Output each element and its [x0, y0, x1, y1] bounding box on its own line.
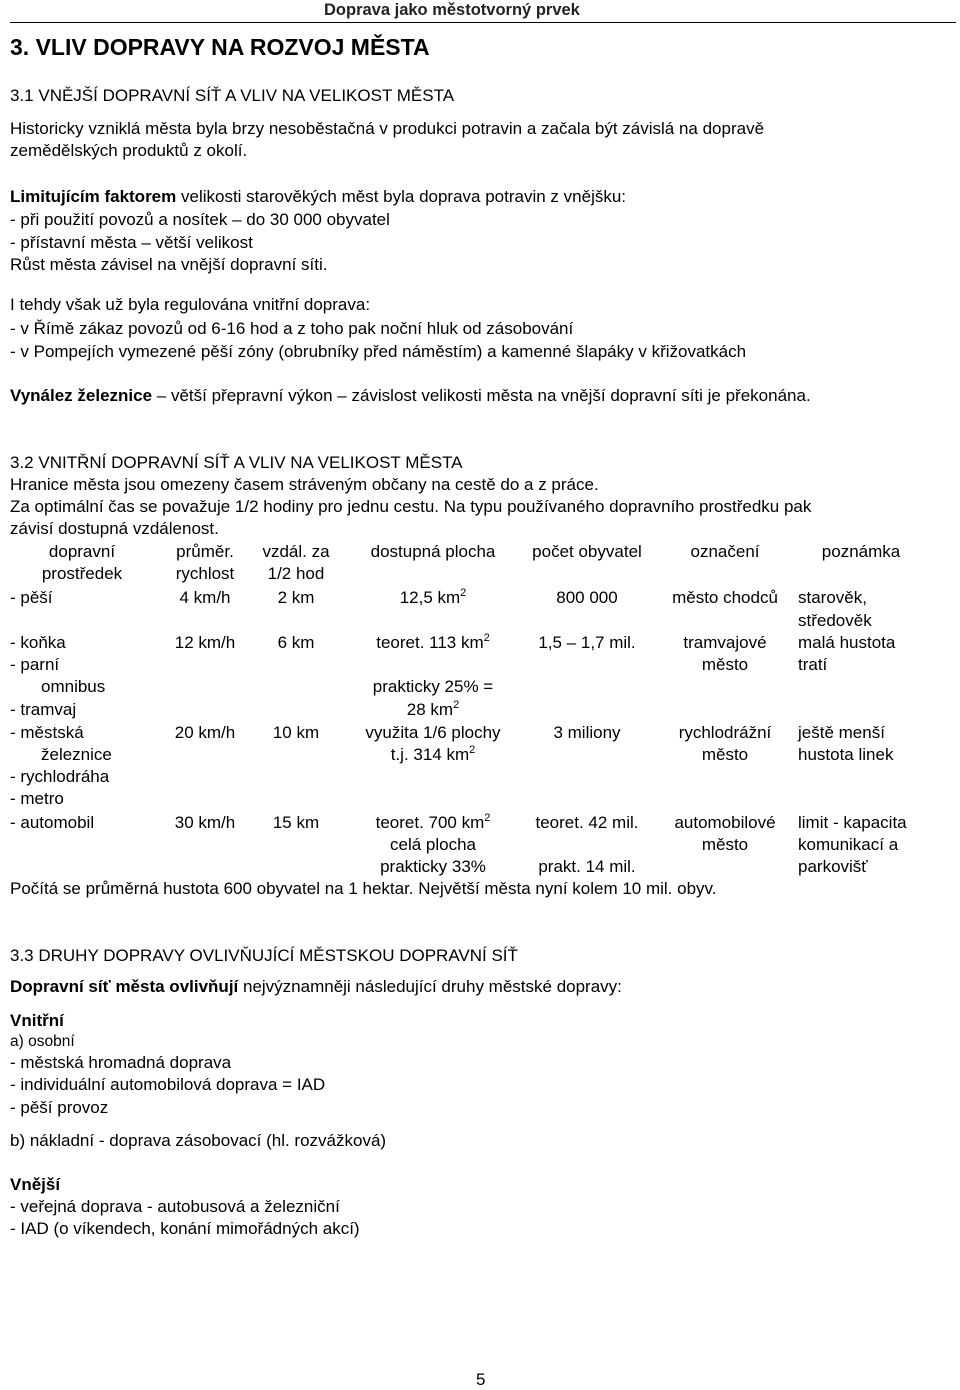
- table-cell: 12,5 $km^2$: [399, 587, 467, 607]
- section-3-1-heading: 3.1 VNĚJŠÍ DOPRAVNÍ SÍŤ A VLIV NA VELIKOST MĚSTA: [10, 86, 455, 105]
- page-number: 5: [476, 1370, 486, 1389]
- table-cell: t.j. 314 $km^2$: [390, 744, 476, 764]
- table-cell: teoret. 113 $km^2$: [376, 632, 490, 652]
- table-cell: celá plocha: [389, 835, 476, 854]
- list-label: b) nákladní - doprava zásobovací (hl. rozvážková): [10, 1131, 387, 1150]
- table-cell: město: [701, 745, 749, 764]
- subheading-inner: Vnitřní: [10, 1011, 64, 1030]
- bullet-item: - IAD (o víkendech, konání mimořádných akcí): [10, 1219, 360, 1238]
- table-cell: hustota linek: [798, 745, 894, 764]
- col-header-area: dostupná plocha: [370, 542, 496, 561]
- table-cell: starověk,: [798, 588, 867, 607]
- table-cell: 28 $km^2$: [406, 699, 460, 719]
- paragraph-line: Růst města závisel na vnější dopravní síti.: [10, 255, 328, 274]
- table-cell: teoret. 700 $km^2$: [375, 812, 491, 832]
- table-cell: využita 1/6 plochy: [365, 723, 501, 742]
- emphasis: Vynález železnice: [10, 386, 153, 405]
- table-cell: 10 km: [272, 723, 320, 742]
- table-cell: limit - kapacita: [798, 813, 907, 832]
- col-header-vehicle: prostředek: [41, 564, 123, 583]
- paragraph-line: Dopravní síť města ovlivňují nejvýznamněji následující druhy městské dopravy:: [10, 977, 622, 996]
- table-cell: středověk: [798, 611, 872, 630]
- paragraph-line: I tehdy však už byla regulována vnitřní doprava:: [10, 295, 371, 314]
- bullet-item: - v Římě zákaz povozů od 6-16 hod a z toho pak noční hluk od zásobování: [10, 319, 574, 338]
- table-cell: parkovišť: [798, 857, 868, 876]
- subheading-outer: Vnější: [10, 1175, 61, 1194]
- table-cell: 20 km/h: [174, 723, 236, 742]
- table-cell: 800 000: [556, 588, 618, 607]
- table-cell: - automobil: [10, 813, 95, 832]
- table-cell: - tramvaj: [10, 700, 77, 719]
- bullet-item: - pěší provoz: [10, 1098, 109, 1117]
- table-cell: 12 km/h: [174, 633, 236, 652]
- table-cell: prakticky 25% =: [372, 677, 494, 696]
- col-header-note: poznámka: [821, 542, 901, 561]
- bullet-item: - při použití povozů a nosítek – do 30 000 obyvatel: [10, 210, 390, 229]
- emphasis: Dopravní síť města ovlivňují: [10, 977, 239, 996]
- table-cell: komunikací a: [798, 835, 899, 854]
- section-3-3-heading: 3.3 DRUHY DOPRAVY OVLIVŇUJÍCÍ MĚSTSKOU DOPRAVNÍ SÍŤ: [10, 946, 518, 965]
- paragraph-line: Hranice města jsou omezeny časem stráveným občany na cestě do a z práce.: [10, 475, 599, 494]
- table-cell: teoret. 42 mil.: [535, 813, 639, 832]
- table-cell: ještě menší: [798, 723, 885, 742]
- header-rule: [10, 22, 956, 23]
- table-cell: město chodců: [672, 588, 778, 607]
- col-header-distance: vzdál. za: [262, 542, 330, 561]
- table-cell: 3 miliony: [553, 723, 621, 742]
- emphasis: Limitujícím faktorem: [10, 187, 177, 206]
- table-cell: - parní: [10, 655, 60, 674]
- table-cell: - rychlodráha: [10, 767, 110, 786]
- table-cell: 4 km/h: [179, 588, 231, 607]
- table-cell: 1,5 – 1,7 mil.: [538, 633, 636, 652]
- bullet-item: - městská hromadná doprava: [10, 1053, 232, 1072]
- paragraph-line: Vynález železnice – větší přepravní výkon – závislost velikosti města na vnější dopravní síti je překonána.: [10, 386, 811, 405]
- paragraph-line: zemědělských produktů z okolí.: [10, 141, 248, 160]
- table-cell: 15 km: [272, 813, 320, 832]
- running-header: Doprava jako městotvorný prvek: [324, 1, 580, 19]
- table-cell: automobilové: [674, 813, 776, 832]
- bullet-item: - v Pompejích vymezené pěší zóny (obrubníky před náměstím) a kamenné šlapáky v křižovatkách: [10, 342, 747, 361]
- table-cell: město: [701, 655, 749, 674]
- paragraph-line: Za optimální čas se považuje 1/2 hodiny pro jednu cestu. Na typu používaného dopravního prostředku pak: [10, 497, 812, 516]
- list-label: a) osobní: [10, 1033, 75, 1050]
- table-cell: tratí: [798, 655, 828, 674]
- table-cell: - koňka: [10, 633, 66, 652]
- bullet-item: - přístavní města – větší velikost: [10, 233, 253, 252]
- paragraph-line: závisí dostupná vzdálenost.: [10, 519, 219, 538]
- chapter-title: 3. VLIV DOPRAVY NA ROZVOJ MĚSTA: [10, 34, 430, 60]
- paragraph-line: Historicky vzniklá města byla brzy nesoběstačná v produkci potravin a začala být závislá na dopravě: [10, 119, 765, 138]
- col-header-distance: 1/2 hod: [267, 564, 325, 583]
- table-cell: malá hustota: [798, 633, 896, 652]
- table-cell: prakticky 33%: [380, 857, 486, 876]
- table-cell: prakt. 14 mil.: [538, 857, 636, 876]
- paragraph-line: Počítá se průměrná hustota 600 obyvatel na 1 hektar. Největší města nyní kolem 10 mil. obyv.: [10, 879, 717, 898]
- table-cell: 30 km/h: [174, 813, 236, 832]
- col-header-speed: průměr.: [176, 542, 234, 561]
- table-cell: město: [701, 835, 749, 854]
- col-header-vehicle: dopravní: [48, 542, 116, 561]
- table-cell: tramvajové: [683, 633, 767, 652]
- col-header-label: označení: [690, 542, 760, 561]
- table-cell: železnice: [41, 745, 112, 764]
- table-cell: - metro: [10, 789, 64, 808]
- table-cell: 6 km: [277, 633, 315, 652]
- table-cell: rychlodrážní: [678, 723, 772, 742]
- table-cell: - pěší: [10, 588, 53, 607]
- col-header-speed: rychlost: [175, 564, 235, 583]
- bullet-item: - individuální automobilová doprava = IAD: [10, 1075, 326, 1094]
- table-cell: - městská: [10, 723, 84, 742]
- section-3-2-heading: 3.2 VNITŘNÍ DOPRAVNÍ SÍŤ A VLIV NA VELIKOST MĚSTA: [10, 453, 463, 472]
- table-cell: omnibus: [41, 677, 106, 696]
- paragraph-line: Limitujícím faktorem velikosti starověkých měst byla doprava potravin z vnějšku:: [10, 187, 627, 206]
- bullet-item: - veřejná doprava - autobusová a železniční: [10, 1197, 340, 1216]
- col-header-population: počet obyvatel: [532, 542, 642, 561]
- table-cell: 2 km: [277, 588, 315, 607]
